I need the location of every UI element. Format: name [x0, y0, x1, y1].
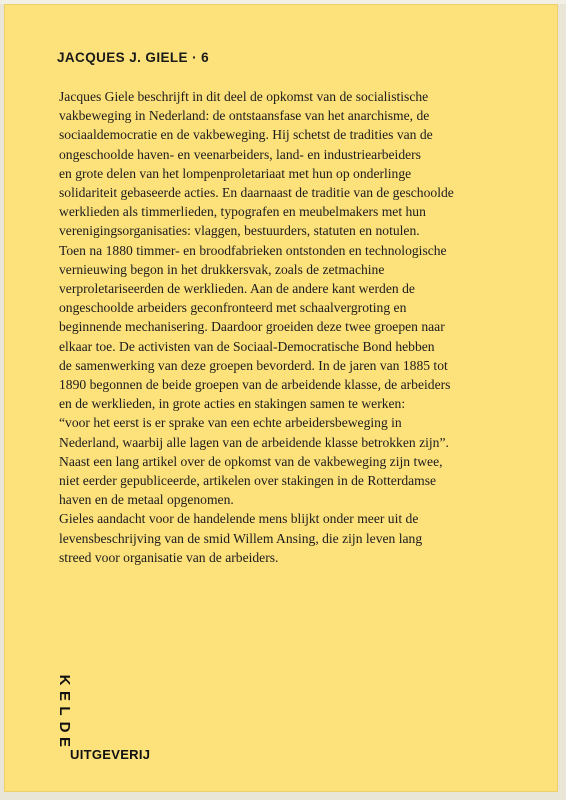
author-series-title: JACQUES J. GIELE · 6	[57, 50, 210, 65]
blurb-line: “voor het eerst is er sprake van een echte arbeidersbeweging in	[59, 415, 402, 431]
blurb-line: beginnende mechanisering. Daardoor groeiden deze twee groepen naar	[59, 319, 445, 335]
blurb-line: solidariteit gebaseerde acties. En daarnaast de traditie van de geschoolde	[59, 185, 454, 201]
blurb-line: en de werklieden, in grote acties en stakingen samen te werken:	[59, 396, 406, 412]
back-cover-blurb	[59, 87, 545, 567]
blurb-line: niet eerder gepubliceerde, artikelen over stakingen in de Rotterdamse	[59, 473, 437, 489]
blurb-line: ongeschoolde haven- en veenarbeiders, land- en industriearbeiders	[59, 146, 421, 162]
blurb-line: streed voor organisatie van de arbeiders.	[59, 549, 279, 565]
blurb-line: Toen na 1880 timmer- en broodfabrieken ontstonden en technologische	[59, 242, 447, 258]
logo-letter: D	[56, 721, 73, 732]
blurb-line: en grote delen van het lompenproletariaat met hun op onderlinge	[59, 165, 412, 181]
blurb-line: haven en de metaal opgenomen.	[59, 492, 234, 508]
blurb-line: sociaaldemocratie en de vakbeweging. Hij schetst de tradities van de	[59, 127, 433, 143]
blurb-line: Naast een lang artikel over de opkomst van de vakbeweging zijn twee,	[59, 453, 443, 469]
logo-letter: L	[56, 706, 73, 716]
blurb-line: elkaar toe. De activisten van de Sociaal-Democratische Bond hebben	[59, 338, 435, 354]
blurb-line: verproletariseerden de werklieden. Aan de andere kant werden de	[59, 281, 415, 297]
logo-letter: E	[56, 690, 73, 701]
logo-letter: K	[56, 674, 73, 686]
blurb-line: verenigingsorganisaties: vlaggen, bestuurders, statuten en notulen.	[59, 223, 420, 239]
blurb-line: Jacques Giele beschrijft in dit deel de opkomst van de socialistische	[59, 89, 429, 104]
logo-uitgeverij-text: UITGEVERIJ	[70, 747, 151, 762]
blurb-line: ongeschoolde arbeiders geconfronteerd met schaalvergroting en	[59, 300, 407, 316]
blurb-line: 1890 begonnen de beide groepen van de arbeidende klasse, de arbeiders	[59, 377, 451, 393]
blurb-line: vernieuwing begon in het drukkersvak, zoals de zetmachine	[59, 261, 385, 277]
blurb-line: levensbeschrijving van de smid Willem Ansing, die zijn leven lang	[59, 530, 423, 546]
book-back-cover	[4, 4, 558, 792]
blurb-line: werklieden als timmerlieden, typografen en meubelmakers met hun	[59, 204, 426, 220]
blurb-line: Gieles aandacht voor de handelende mens blijkt onder meer uit de	[59, 511, 419, 527]
logo-letter: E	[56, 736, 73, 747]
blurb-line: de samenwerking van deze groepen bevorderd. In de jaren van 1885 tot	[59, 357, 448, 373]
blurb-line: Nederland, waarbij alle lagen van de arbeidende klasse betrokken zijn”.	[59, 434, 449, 450]
blurb-line: vakbeweging in Nederland: de ontstaansfase van het anarchisme, de	[59, 108, 430, 124]
publisher-logo	[56, 672, 186, 772]
